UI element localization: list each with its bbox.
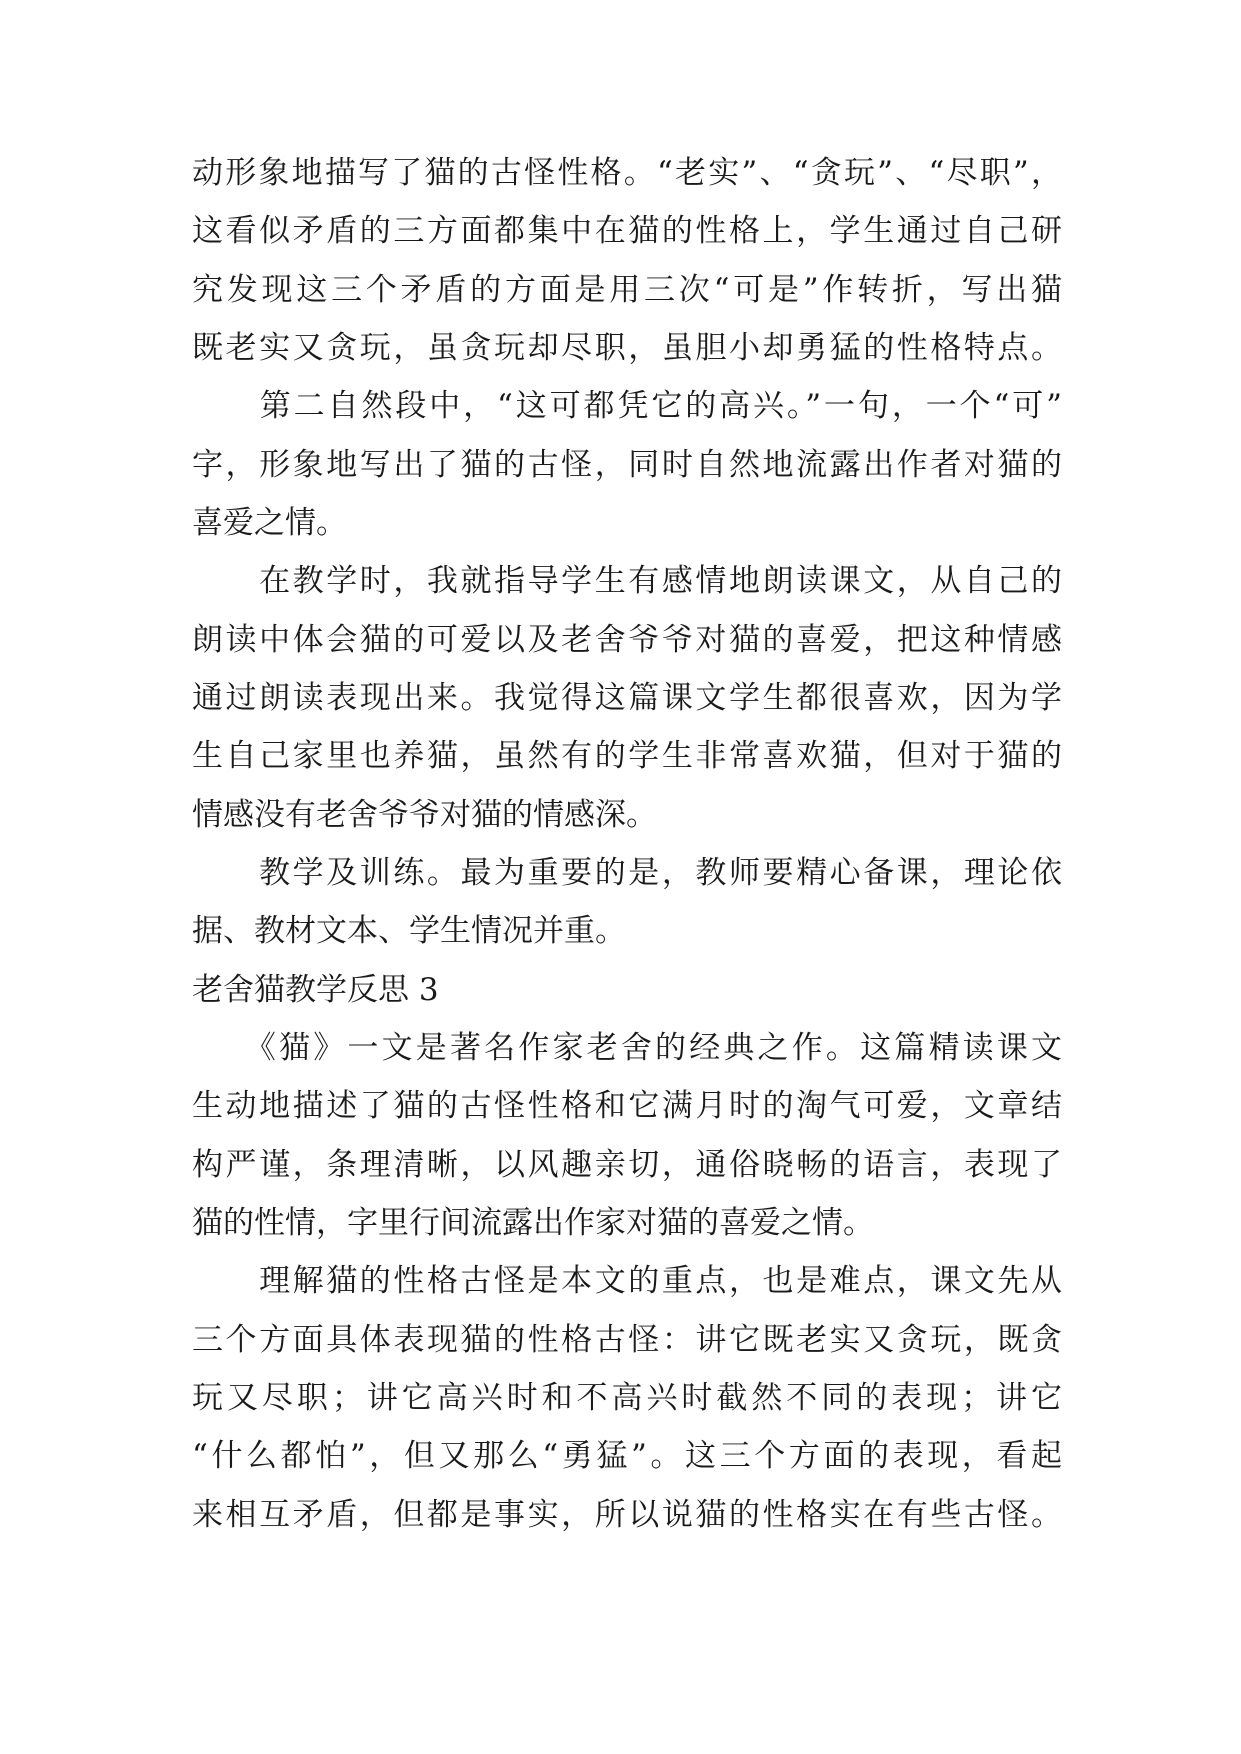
text-line: 据、教材文本、学生情况并重。 [192,913,626,949]
text-line: 通过朗读表现出来。我觉得这篇课文学生都很喜欢，因为学 [192,680,1062,716]
text-line: 玩又尽职；讲它高兴时和不高兴时截然不同的表现；讲它 [192,1380,1062,1416]
text-line: 这看似矛盾的三方面都集中在猫的性格上，学生通过自己研 [192,213,1062,249]
text-line: 猫的性情，字里行间流露出作家对猫的喜爱之情。 [192,1205,874,1241]
text-line: 动形象地描写了猫的古怪性格。“老实”、“贪玩”、“尽职”， [192,155,1062,191]
text-line: 朗读中体会猫的可爱以及老舍爷爷对猫的喜爱，把这种情感 [192,622,1062,658]
text-line: 理解猫的性格古怪是本文的重点，也是难点，课文先从 [192,1263,1062,1299]
section-heading: 老舍猫教学反思 3 [192,972,439,1008]
text-line: 《猫》一文是著名作家老舍的经典之作。这篇精读课文 [192,1030,1062,1066]
text-line: 既老实又贪玩，虽贪玩却尽职，虽胆小却勇猛的性格特点。 [192,330,1062,366]
text-line: 来相互矛盾，但都是事实，所以说猫的性格实在有些古怪。 [192,1497,1062,1533]
text-line: 教学及训练。最为重要的是，教师要精心备课，理论依 [192,855,1062,891]
text-line: 第二自然段中，“这可都凭它的高兴。”一句，一个“可” [192,388,1062,424]
text-line: 三个方面具体表现猫的性格古怪：讲它既老实又贪玩，既贪 [192,1322,1062,1358]
text-line: 字，形象地写出了猫的古怪，同时自然地流露出作者对猫的 [192,447,1062,483]
text-line: 喜爱之情。 [192,505,347,541]
text-line: 情感没有老舍爷爷对猫的情感深。 [192,797,657,833]
text-line: 究发现这三个矛盾的方面是用三次“可是”作转折，写出猫 [192,272,1062,308]
text-line: “什么都怕”，但又那么“勇猛”。这三个方面的表现，看起 [192,1438,1062,1474]
text-line: 构严谨，条理清晰，以风趣亲切，通俗晓畅的语言，表现了 [192,1147,1062,1183]
text-line: 在教学时，我就指导学生有感情地朗读课文，从自己的 [192,563,1062,599]
text-line: 生动地描述了猫的古怪性格和它满月时的淘气可爱，文章结 [192,1088,1062,1124]
text-line: 生自己家里也养猫，虽然有的学生非常喜欢猫，但对于猫的 [192,738,1062,774]
